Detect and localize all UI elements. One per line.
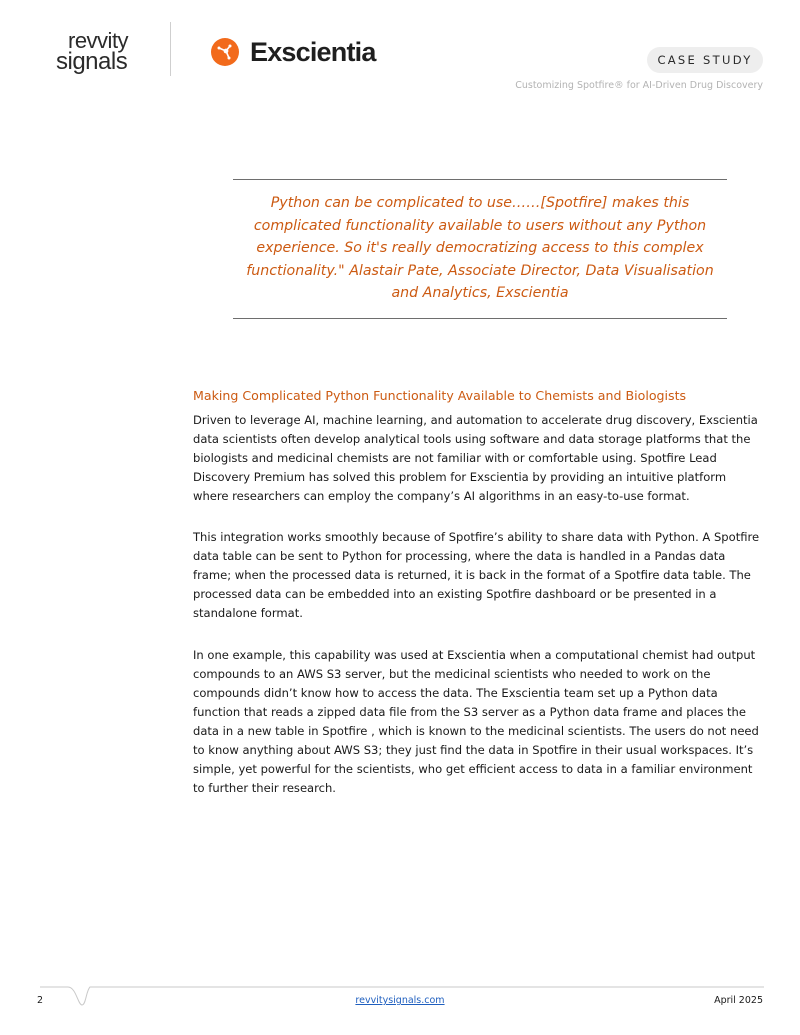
logo-revvity-text: revvity xyxy=(68,28,129,53)
page-number: 2 xyxy=(37,995,44,1006)
exscientia-logo xyxy=(210,36,376,68)
body-paragraph: Driven to leverage AI, machine learning, and automation to accelerate drug discovery, Exscientia data scientists often develop analytical tools using software and data storage platforms that the biologists and medicinal chemists are not familiar with or comfortable using. Spotfire Lead Discovery Premium has solved this problem for Exscientia by providing an intuitive platform where researchers can employ the company’s AI algorithms in an easy-to-use format. xyxy=(193,413,758,503)
logo-exscientia-text: Exscientia xyxy=(250,36,376,67)
pull-quote: Python can be complicated to use……[Spotfire] makes this complicated functionality available to users without any Python experience. So it's really democratizing access to this complex functionality." Alastair Pate, Associate Director, Data Visualisation and Analytics, Exscientia xyxy=(246,195,714,302)
exscientia-molecule-icon xyxy=(210,37,240,67)
website-link[interactable]: revvitysignals.com xyxy=(355,995,445,1006)
header-divider xyxy=(170,22,171,76)
quote-top-rule xyxy=(233,179,727,180)
body-paragraph: In one example, this capability was used at Exscientia when a computational chemist had output compounds to an AWS S3 server, but the medicinal scientists who needed to work on the compounds didn’t know how to access the data. The Exscientia team set up a Python data function that reads a zipped data file from the S3 server as a Python data frame and places the data in a new table in Spotfire , which is known to the medicinal scientists. The users do not need to know anything about AWS S3; they just find the data in Spotfire in their usual workspaces. It’s simple, yet powerful for the scientists, who get efficient access to data in a familiar environment to further their research. xyxy=(193,648,759,795)
quote-bottom-rule xyxy=(233,318,727,319)
footer-date: April 2025 xyxy=(714,995,763,1006)
case-study-badge: CASE STUDY xyxy=(647,47,763,73)
document-subtitle: Customizing Spotfire® for AI-Driven Drug Discovery xyxy=(515,80,763,91)
revvity-signals-logo xyxy=(56,30,136,76)
section-heading: Making Complicated Python Functionality Available to Chemists and Biologists xyxy=(193,388,687,403)
body-paragraph: This integration works smoothly because of Spotfire’s ability to share data with Python. A Spotfire data table can be sent to Python for processing, where the data is handled in a Pandas data frame; when the processed data is returned, it is back in the format of a Spotfire data table. The processed data can be embedded into an existing Spotfire dashboard or be presented in a standalone format. xyxy=(193,530,760,620)
logo-signals-text: signals xyxy=(56,48,128,75)
